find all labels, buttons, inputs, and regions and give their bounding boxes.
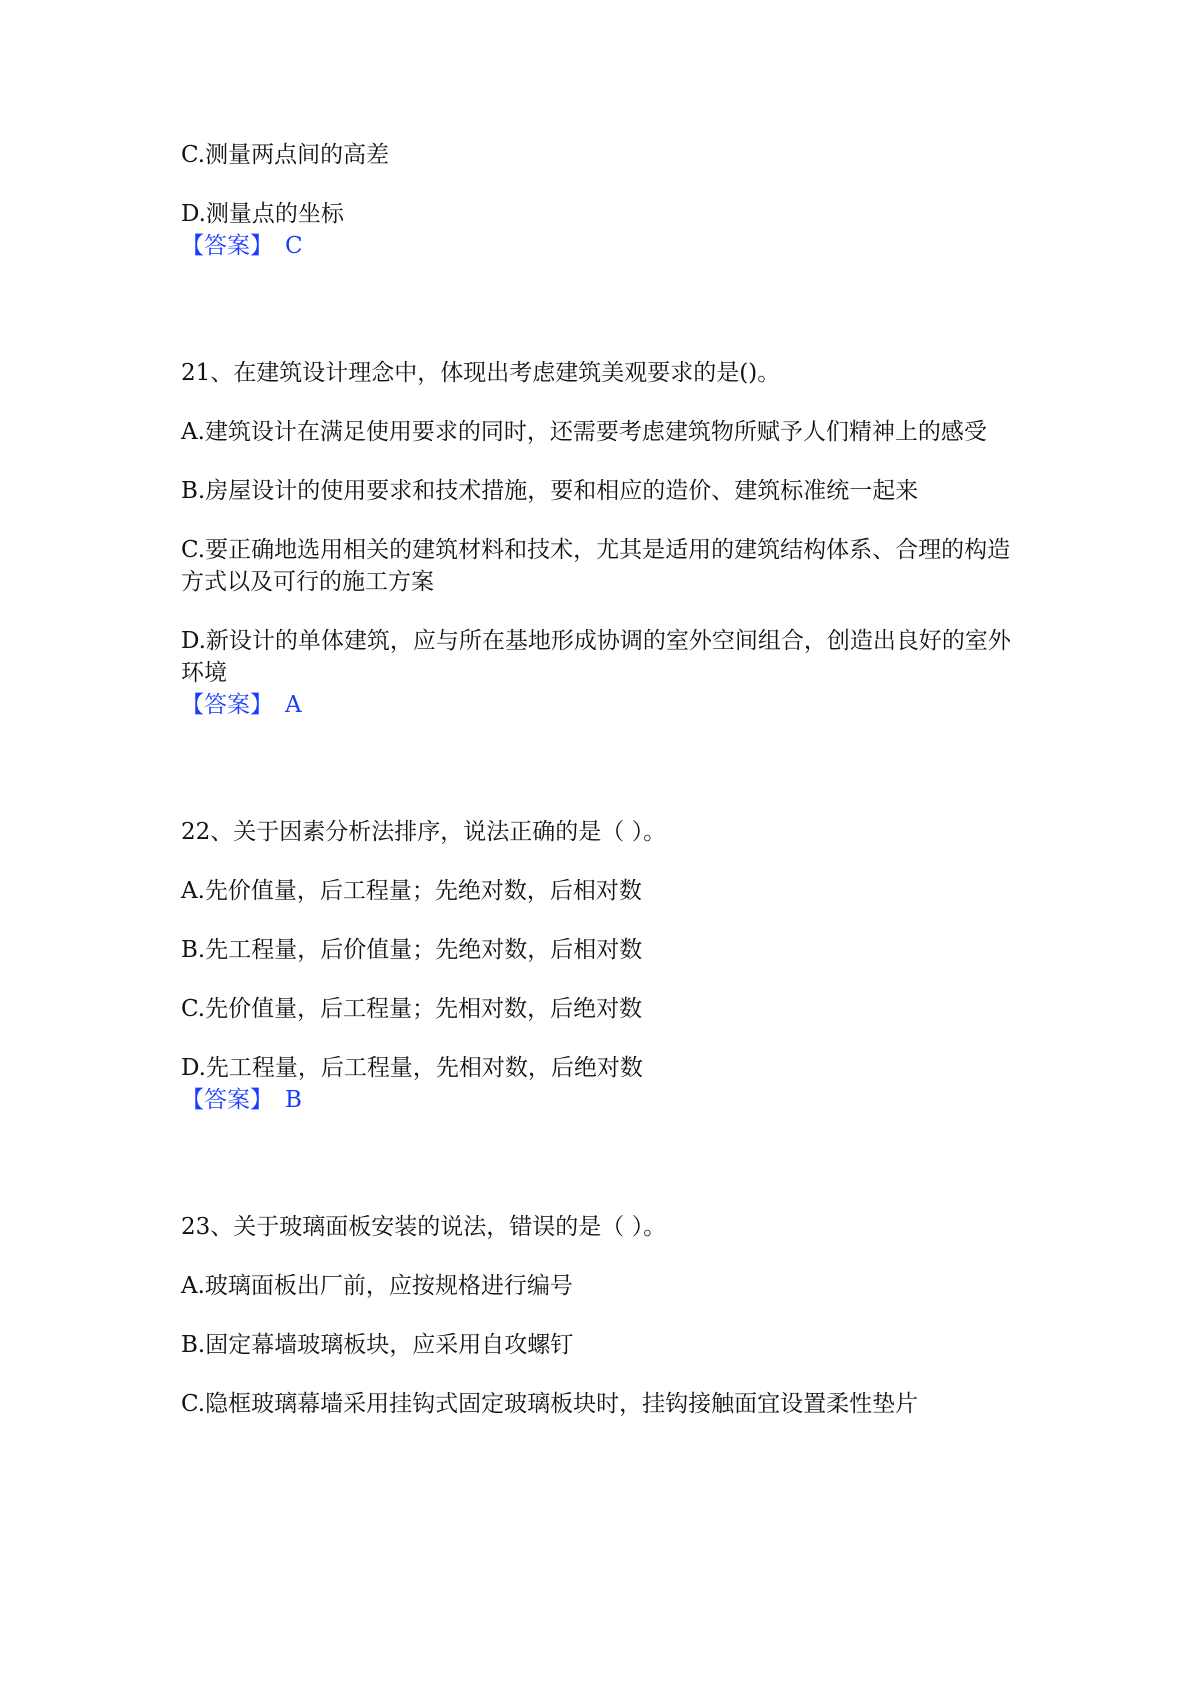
- option-a: A.先价值量，后工程量；先绝对数，后相对数: [181, 878, 642, 904]
- option-a: A.玻璃面板出厂前，应按规格进行编号: [181, 1273, 573, 1299]
- question-stem: 23、关于玻璃面板安装的说法，错误的是（ ）。: [181, 1214, 667, 1240]
- answer-label: 【答案】: [181, 1087, 273, 1113]
- option-d: D.先工程量，后工程量，先相对数，后绝对数: [181, 1055, 643, 1081]
- question-stem: 22、关于因素分析法排序，说法正确的是（ ）。: [181, 819, 667, 845]
- option-c: C.隐框玻璃幕墙采用挂钩式固定玻璃板块时，挂钩接触面宜设置柔性垫片: [181, 1391, 919, 1417]
- answer-line: [181, 230, 1021, 262]
- option-d: D.测量点的坐标: [181, 201, 344, 227]
- option-b: B.固定幕墙玻璃板块，应采用自攻螺钉: [181, 1332, 574, 1358]
- option-c: C.先价值量，后工程量；先相对数，后绝对数: [181, 996, 643, 1022]
- answer-label: 【答案】: [181, 692, 273, 718]
- option-b: B.房屋设计的使用要求和技术措施，要和相应的造价、建筑标准统一起来: [181, 478, 919, 504]
- option-b: B.先工程量，后价值量；先绝对数，后相对数: [181, 937, 643, 963]
- answer-line: [181, 1084, 1021, 1116]
- document-content: [181, 139, 1021, 1420]
- answer-value: B: [285, 1087, 302, 1113]
- answer-line: [181, 689, 1021, 721]
- answer-value: C: [285, 233, 303, 259]
- option-c: C.要正确地选用相关的建筑材料和技术，尤其是适用的建筑结构体系、合理的构造方式以及可行的施工方案: [181, 537, 1011, 595]
- answer-label: 【答案】: [181, 233, 273, 259]
- question-stem: 21、在建筑设计理念中，体现出考虑建筑美观要求的是()。: [181, 360, 781, 386]
- option-c: C.测量两点间的高差: [181, 142, 390, 168]
- answer-value: A: [285, 692, 302, 718]
- option-d: D.新设计的单体建筑，应与所在基地形成协调的室外空间组合，创造出良好的室外环境: [181, 628, 1011, 686]
- option-a: A.建筑设计在满足使用要求的同时，还需要考虑建筑物所赋予人们精神上的感受: [181, 419, 987, 445]
